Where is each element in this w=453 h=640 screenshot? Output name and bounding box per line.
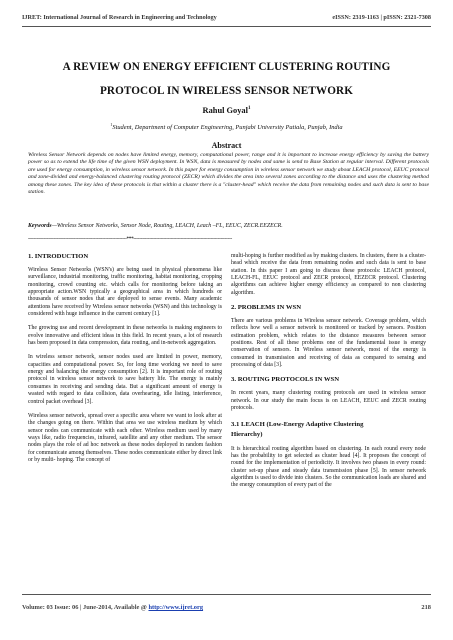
abstract-heading: Abstract bbox=[211, 141, 242, 150]
author-name-text: Rahul Goyal bbox=[202, 106, 248, 115]
right-column bbox=[231, 253, 426, 497]
page-number: 218 bbox=[421, 604, 431, 611]
paragraph: The growing use and recent development in these networks is making engineers to evolve innovative and efficient ideas in this field. In recent years, a lot of research has been proposed in data compression, data routing, and in-network aggregation. bbox=[28, 325, 222, 347]
abstract-text: Wireless Sensor Network depends on nodes have limited energy, memory, computational power, range and it is important to increase energy efficiency by saving the battery power so as to extend the life time of the given WSN deployment. In WSN, data is measured by nodes and same is send to Base Station at regular interval. Different protocols are used for energy consumption, in wireless sensor network. In this paper for energy consumption in wireless sensor network we study about LEACH protocol, EEUC protocol and zone-divided and energy-balanced clustering routing protocol (ZECR) which divides the area into several zones according to the distance and uses the clustering method among these zones. The key idea of these protocols is that within a cluster there is a "cluster-head" which receive the data from remaining nodes and such data is sent to base station. bbox=[28, 152, 429, 196]
page-footer bbox=[22, 604, 431, 611]
journal-link[interactable]: http://www.ijret.org bbox=[148, 604, 204, 611]
title-line-1: A REVIEW ON ENERGY EFFICIENT CLUSTERING ROUTING bbox=[62, 61, 391, 73]
keywords bbox=[28, 223, 429, 230]
title-line-2: PROTOCOL IN WIRELESS SENSOR NETWORK bbox=[99, 85, 353, 97]
footer-volume-text: Volume: 03 Issue: 06 | June-2014, Available @ bbox=[22, 604, 149, 611]
issn-text: eISSN: 2319-1163 | pISSN: 2321-7308 bbox=[332, 14, 431, 21]
paragraph: multi-hoping is further modified as by making clusters. In clusters, there is a cluster-head which receive the data from remaining nodes and such data is sent to base station. In this paper I am going to discuss these protocols: LEACH protocol, LEACH-FL, EEUC protocol and ZECR protocol, EEZECR protocol. Clustering algorithms can achieve higher energy efficiency as compared to non clustering algorithm. bbox=[231, 253, 426, 296]
affiliation-superscript: 1 bbox=[110, 122, 113, 127]
paragraph: Wireless sensor network, spread over a specific area where we want to look after at the changes going on there. Within that area we use wireless medium by which sensor nodes can communicate with each other. Wireless medium used by many ways like, radio frequencies, infrared, satellite and any other medium. The sensor nodes plays the role of ad hoc network as these nodes deployed in random fashion for communicate among themselves. These nodes communicate either by direct link or by multi- hoping. The concept of bbox=[28, 412, 222, 463]
paper-title bbox=[30, 55, 423, 103]
author-name bbox=[0, 106, 453, 115]
subsection-heading-leach bbox=[231, 420, 426, 440]
author-affiliation bbox=[0, 122, 453, 131]
leach-heading-line-2: Hierarchy) bbox=[231, 430, 263, 438]
paragraph: Wireless Sensor Networks (WSN's) are being used in physical phenomena like surveillance, industrial monitoring, traffic monitoring, habitat monitoring, cropping monitoring, crowd counting etc. which calls for monitoring before taking an appropriate action.WSN typically a geographical area in which hundreds or thousands of sensor nodes that are deployed to sense events. Many academic attentions have received by Wireless sensor networks (WSN) and this technology is considered with huge influence in the current century [1]. bbox=[28, 267, 222, 318]
paragraph: There are various problems in Wireless sensor network. Coverage problem, which reflects how well a sensor network is monitored or tracked by sensors. Position estimation problem, which relates to the distance measures between sensor positions. Rest of all these problems one of the fundamental issue is energy conservation of sensors. In Wireless sensor network, most of the energy is consumed in transmission and receiving of data as compared to sensing and processing of data [3]. bbox=[231, 318, 426, 369]
footer-rule bbox=[22, 594, 431, 595]
running-header bbox=[22, 14, 431, 24]
keywords-text: —Wireless Sensor Networks, Sensor Node, Routing, LEACH, Leach –FL, EEUC, ZECR.EEZECR. bbox=[51, 223, 283, 229]
header-rule bbox=[22, 26, 431, 27]
left-column bbox=[28, 253, 222, 471]
section-heading-routing: 3. ROUTING PROTOCOLS IN WSN bbox=[231, 376, 340, 384]
affiliation-text: Student, Department of Computer Engineering, Punjabi University Patiala, Punjab, India bbox=[112, 124, 343, 132]
keywords-label: Keywords bbox=[28, 223, 52, 229]
section-heading-introduction: 1. INTRODUCTION bbox=[28, 253, 89, 260]
paragraph: In recent years, many clustering routing protocols are used in wireless sensor network. In our study the main focus is on LEACH, EEUC and ZECR routing protocols. bbox=[231, 390, 426, 412]
leach-heading-line-1: 3.1 LEACH (Low-Energy Adaptive Clustering bbox=[231, 420, 364, 428]
section-heading-problems: 2. PROBLEMS IN WSN bbox=[231, 304, 302, 312]
paragraph: It is hierarchical routing algorithm based on clustering. In each round every node has the probability to get selected as cluster head [4]. It proposes the concept of round for the implementation of periodicity. It involves two phases in every round: cluster set-up phase and steady data transmission phase [5]. In sensor network algorithm is used to divide into clusters. So the communication loads are shared and the energy consumption of every part of the bbox=[231, 445, 426, 489]
section-divider: ---------------------------------------------------------------------***--------------------------------------------------------------------- bbox=[28, 236, 232, 242]
journal-name: IJRET: International Journal of Research in Engineering and Technology bbox=[22, 14, 217, 21]
author-superscript: 1 bbox=[247, 106, 251, 112]
paragraph: In wireless sensor network, sensor nodes used are limited in power, memory, capacities and computational power. So, for long time working we need to save energy and balancing the energy consumption [2]. It is important role of routing protocol in wireless sensor network to save battery life. The energy is mainly consumes in receiving and sending data. But a significant amount of energy is wasted with regard to data collision, data overhearing, idle listing, interference, control packet overhead [3]. bbox=[28, 354, 222, 405]
